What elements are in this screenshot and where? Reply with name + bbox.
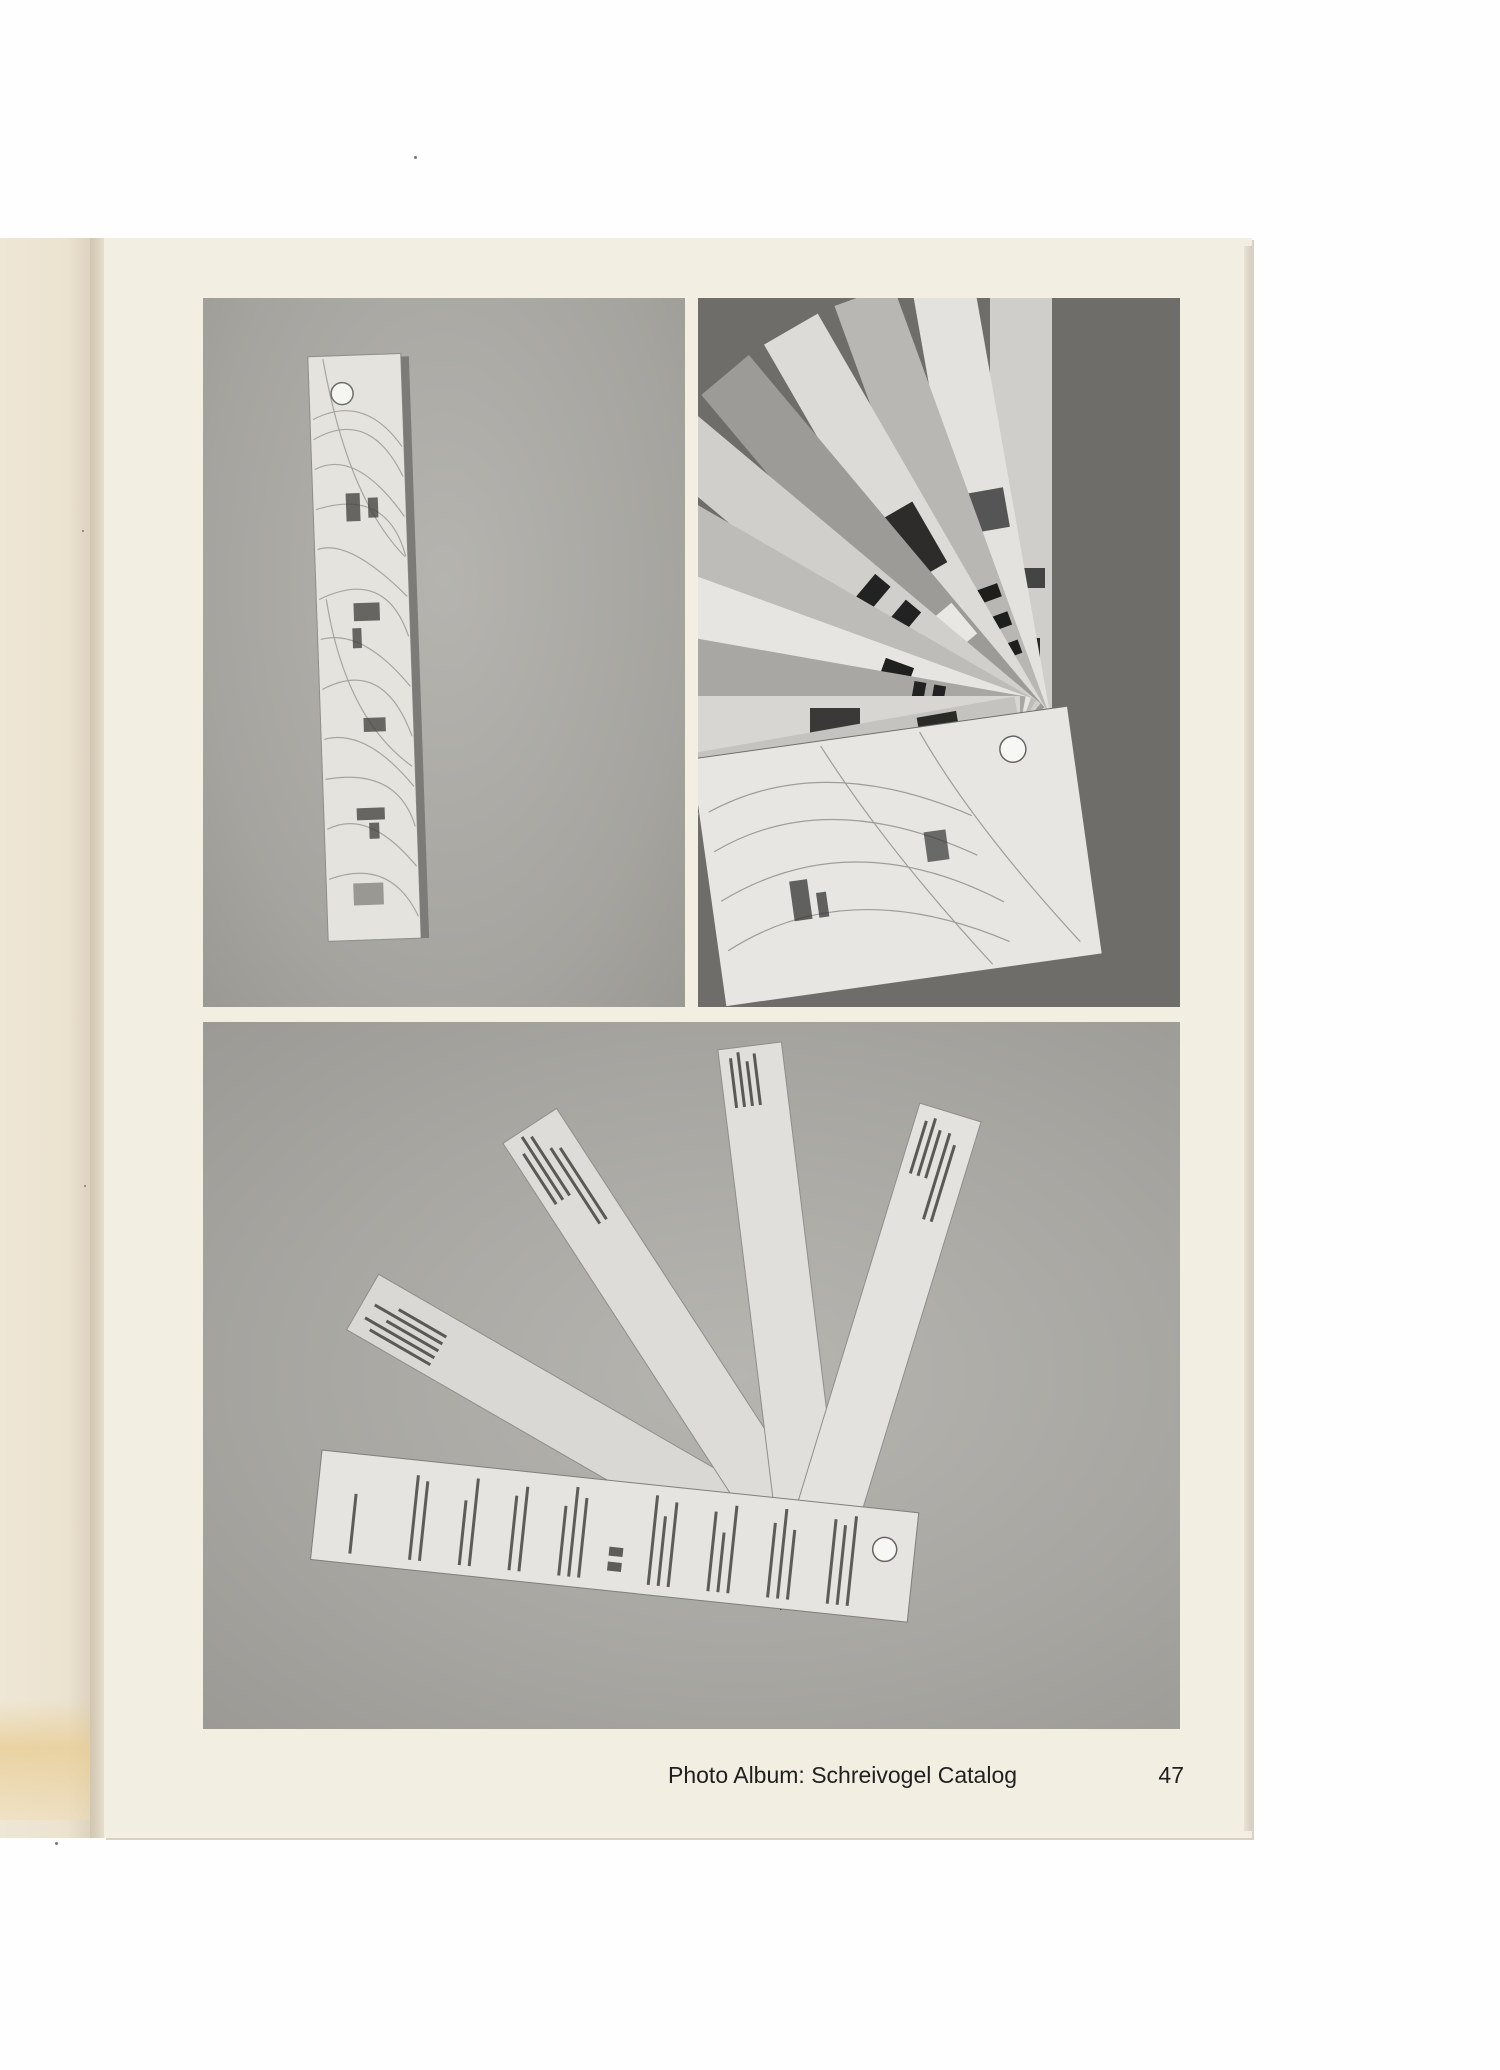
page-caption: Photo Album: Schreivogel Catalog xyxy=(668,1762,1018,1788)
page-edge-shadow xyxy=(1244,246,1252,1831)
photo-fanned-cards xyxy=(203,1022,1180,1729)
dust-speck xyxy=(55,1842,58,1845)
dust-speck xyxy=(414,156,417,159)
page-number: 47 xyxy=(1158,1762,1184,1788)
paper-stain xyxy=(0,1700,96,1820)
dust-speck xyxy=(84,1185,86,1187)
photo-closed-strip xyxy=(203,298,685,1007)
left-page-edge xyxy=(0,238,96,1838)
photo-fanned-posters xyxy=(698,298,1180,1007)
dust-speck xyxy=(82,530,84,532)
